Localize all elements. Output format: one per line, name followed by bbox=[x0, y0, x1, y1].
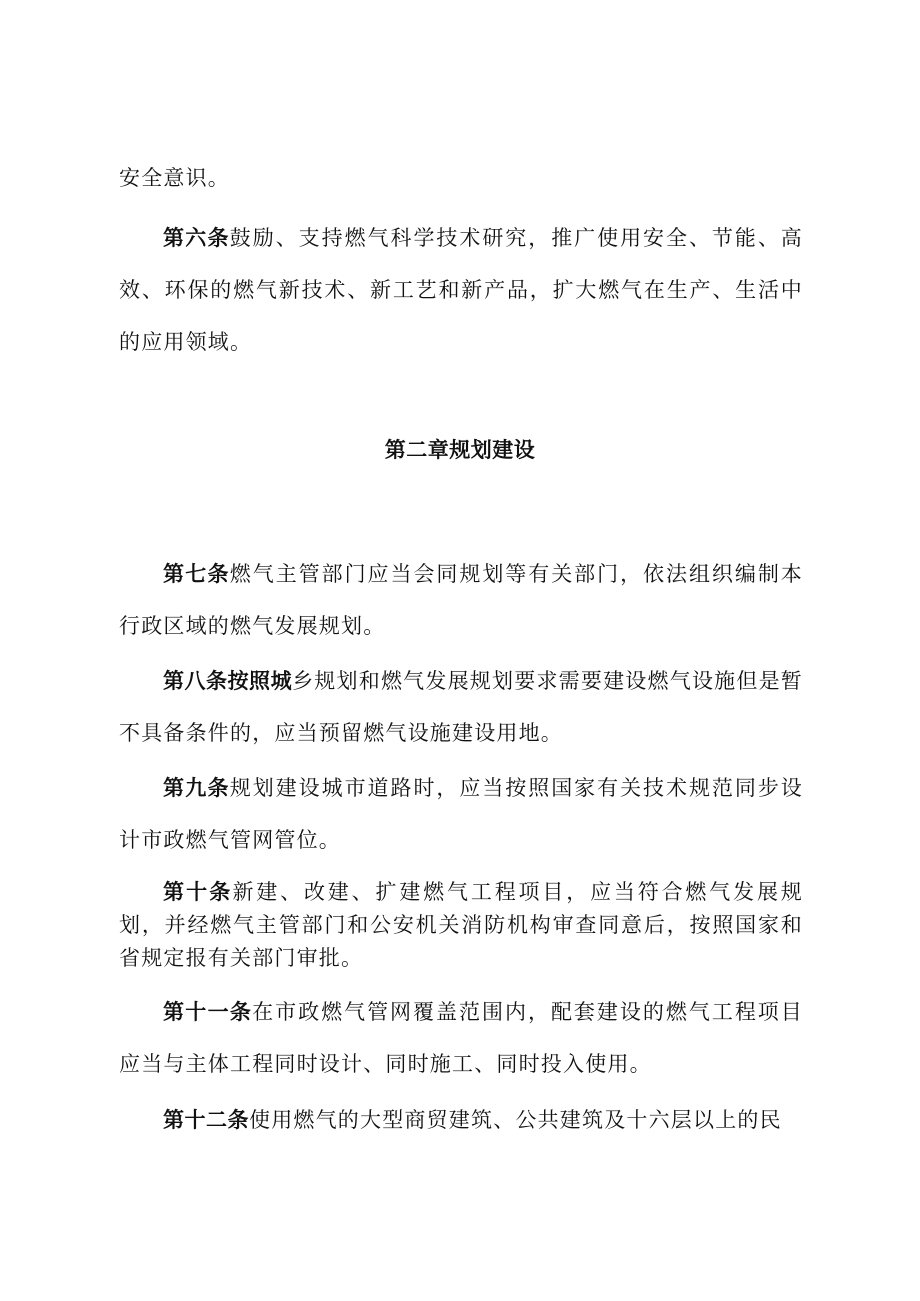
article-number: 第九条 bbox=[163, 776, 230, 800]
article-number: 第七条 bbox=[163, 562, 230, 586]
article-text: 鼓励、支持燃气科学技术研究，推广使用安全、节能、高效、环保的燃气新技术、新工艺和新产品，扩大燃气在生产、生活中的应用领域。 bbox=[119, 226, 804, 354]
article-number: 第八条按照城 bbox=[163, 669, 293, 693]
article-10 bbox=[119, 876, 803, 975]
article-9 bbox=[119, 762, 803, 866]
paragraph-text: 安全意识。 bbox=[119, 166, 230, 190]
article-number: 第十条 bbox=[163, 880, 233, 904]
article-7 bbox=[119, 548, 803, 652]
article-number: 第十二条 bbox=[163, 1108, 249, 1132]
article-text: 使用燃气的大型商贸建筑、公共建筑及十六层以上的民 bbox=[249, 1108, 782, 1132]
article-text: 在市政燃气管网覆盖范围内，配套建设的燃气工程项目应当与主体工程同时设计、同时施工、同时投入使用。 bbox=[119, 1000, 803, 1076]
chapter-title: 第二章规划建设 bbox=[384, 438, 536, 462]
article-text: 新建、改建、扩建燃气工程项目，应当符合燃气发展规划，并经燃气主管部门和公安机关消防机构审查同意后，按照国家和省规定报有关部门审批。 bbox=[119, 880, 803, 970]
article-11 bbox=[119, 986, 803, 1090]
paragraph-continuation bbox=[119, 152, 803, 204]
article-8 bbox=[119, 655, 803, 759]
article-12 bbox=[119, 1094, 803, 1146]
article-text: 规划建设城市道路时，应当按照国家有关技术规范同步设计市政燃气管网管位。 bbox=[119, 776, 804, 852]
article-number: 第十一条 bbox=[163, 1000, 253, 1024]
article-6 bbox=[119, 212, 803, 368]
article-text: 乡规划和燃气发展规划要求需要建设燃气设施但是暂不具备条件的，应当预留燃气设施建设用地。 bbox=[119, 669, 803, 745]
article-text: 燃气主管部门应当会同规划等有关部门，依法组织编制本行政区域的燃气发展规划。 bbox=[119, 562, 804, 638]
article-number: 第六条 bbox=[163, 226, 230, 250]
